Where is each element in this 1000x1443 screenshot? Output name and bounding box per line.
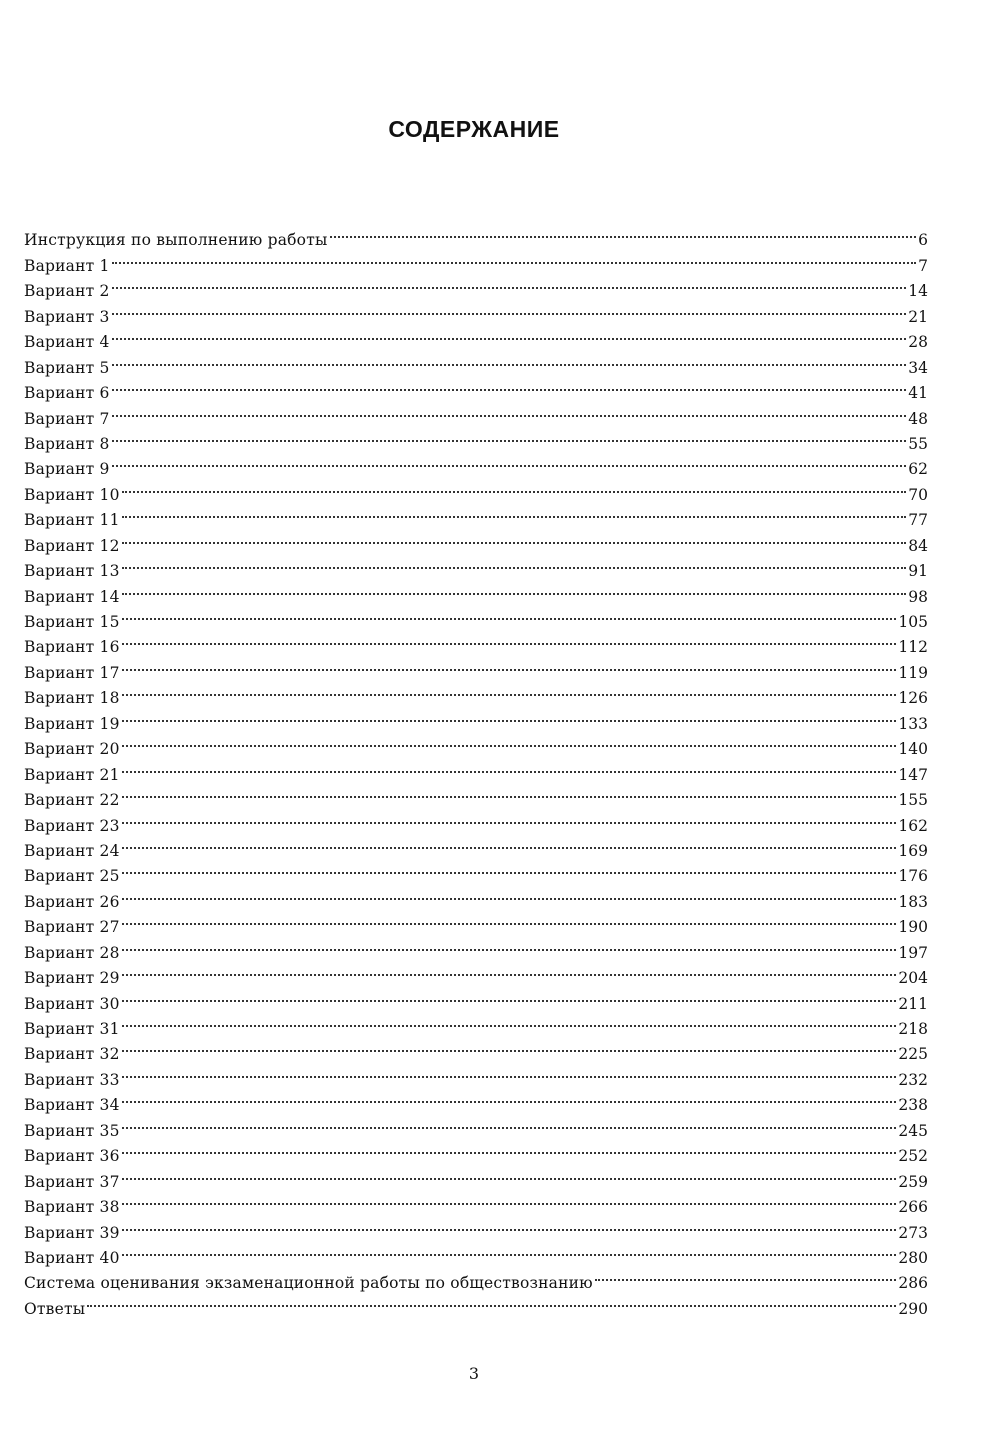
- toc-entry[interactable]: [24, 678, 928, 708]
- toc-dot-leader: [112, 271, 907, 296]
- toc-entry-label: Вариант 38: [24, 1198, 120, 1217]
- toc-entry-label: Вариант 20: [24, 740, 120, 759]
- toc-entry-label: Вариант 39: [24, 1223, 120, 1242]
- toc-entry-page: 7: [918, 256, 928, 275]
- toc-dot-leader: [122, 805, 897, 830]
- toc-entry[interactable]: [24, 220, 928, 250]
- toc-entry-label: Вариант 21: [24, 765, 120, 784]
- toc-entry-label: Вариант 8: [24, 434, 110, 453]
- toc-dot-leader: [122, 932, 897, 957]
- toc-entry-page: 211: [898, 994, 928, 1013]
- toc-dot-leader: [330, 220, 917, 245]
- toc-entry-page: 6: [918, 231, 928, 250]
- toc-entry[interactable]: [24, 932, 928, 962]
- toc-dot-leader: [122, 831, 897, 856]
- toc-entry-page: 126: [898, 689, 928, 708]
- toc-entry-page: 28: [908, 333, 928, 352]
- toc-entry-label: Вариант 28: [24, 943, 120, 962]
- toc-entry-label: Вариант 34: [24, 1096, 120, 1115]
- toc-dot-leader: [122, 1059, 897, 1084]
- toc-entry-label: Вариант 32: [24, 1045, 120, 1064]
- toc-entry-page: 197: [898, 943, 928, 962]
- toc-entry[interactable]: [24, 907, 928, 937]
- toc-entry-label: Вариант 15: [24, 613, 120, 631]
- toc-dot-leader: [122, 1212, 897, 1237]
- toc-entry[interactable]: [24, 245, 928, 275]
- toc-entry[interactable]: [24, 1034, 928, 1064]
- toc-dot-leader: [122, 1009, 897, 1034]
- toc-entry-page: 14: [908, 282, 928, 301]
- toc-entry-page: 140: [898, 740, 928, 759]
- toc-entry[interactable]: [24, 1187, 928, 1217]
- toc-entry-label: Ответы: [24, 1299, 86, 1318]
- toc-entry-label: Вариант 5: [24, 358, 110, 377]
- toc-entry[interactable]: [24, 881, 928, 911]
- toc-entry-label: Инструкция по выполнению работы: [24, 231, 328, 250]
- toc-entry[interactable]: [24, 1110, 928, 1140]
- toc-entry-page: 41: [908, 384, 928, 403]
- toc-entry-page: 169: [898, 841, 928, 860]
- toc-entry[interactable]: [24, 576, 928, 606]
- toc-entry-page: 266: [898, 1198, 928, 1217]
- toc-entry-page: 280: [898, 1248, 928, 1267]
- toc-entry-page: 119: [898, 663, 928, 682]
- toc-entry[interactable]: [24, 780, 928, 810]
- toc-entry-label: Вариант 36: [24, 1147, 120, 1166]
- toc-entry-label: Вариант 17: [24, 663, 120, 682]
- toc-entry-label: Вариант 22: [24, 791, 120, 810]
- toc-entry-page: 162: [898, 816, 928, 835]
- toc-entry[interactable]: [24, 398, 928, 428]
- toc-entry-page: 183: [898, 892, 928, 911]
- toc-entry-label: Вариант 9: [24, 460, 110, 479]
- toc-entry[interactable]: [24, 373, 928, 403]
- table-of-contents: [24, 220, 928, 1318]
- toc-entry-label: Вариант 30: [24, 994, 120, 1013]
- toc-entry-label: Вариант 37: [24, 1172, 120, 1191]
- toc-dot-leader: [122, 983, 897, 1008]
- toc-entry[interactable]: [24, 525, 928, 555]
- toc-entry-label: Вариант 40: [24, 1248, 120, 1267]
- toc-dot-leader: [122, 1161, 897, 1186]
- toc-entry[interactable]: [24, 322, 928, 352]
- toc-dot-leader: [112, 449, 907, 474]
- toc-entry-page: 34: [908, 358, 928, 377]
- toc-entry-page: 84: [908, 536, 928, 555]
- toc-entry-label: Вариант 3: [24, 307, 110, 326]
- toc-entry[interactable]: [24, 1238, 928, 1267]
- toc-dot-leader: [122, 856, 897, 881]
- page-title: СОДЕРЖАНИЕ: [388, 116, 560, 142]
- toc-entry[interactable]: [24, 958, 928, 988]
- toc-dot-leader: [122, 780, 897, 805]
- toc-dot-leader: [122, 474, 907, 499]
- toc-dot-leader: [122, 1187, 897, 1212]
- toc-entry-page: 21: [908, 307, 928, 326]
- toc-entry[interactable]: [24, 754, 928, 784]
- toc-entry[interactable]: [24, 1009, 928, 1038]
- toc-entry[interactable]: [24, 831, 928, 860]
- toc-dot-leader: [122, 678, 897, 703]
- toc-entry[interactable]: [24, 856, 928, 886]
- toc-dot-leader: [122, 703, 897, 728]
- toc-dot-leader: [112, 322, 907, 347]
- toc-entry-page: 112: [898, 638, 928, 657]
- toc-dot-leader: [112, 398, 907, 423]
- toc-entry[interactable]: [24, 805, 928, 835]
- toc-dot-leader: [122, 754, 897, 779]
- toc-dot-leader: [122, 576, 907, 601]
- toc-entry-label: Система оценивания экзаменационной работы по обществознанию: [24, 1274, 593, 1293]
- toc-entry[interactable]: [24, 500, 928, 530]
- toc-entry[interactable]: [24, 1136, 928, 1166]
- toc-entry-label: Вариант 19: [24, 714, 120, 733]
- toc-dot-leader: [122, 881, 897, 906]
- toc-entry-page: 218: [898, 1020, 928, 1038]
- toc-entry[interactable]: [24, 602, 928, 631]
- toc-entry-page: 133: [898, 714, 928, 733]
- toc-entry-page: 232: [898, 1070, 928, 1089]
- toc-entry-label: Вариант 2: [24, 282, 110, 301]
- toc-dot-leader: [122, 551, 907, 576]
- toc-entry-label: Вариант 33: [24, 1070, 120, 1089]
- toc-entry-label: Вариант 29: [24, 969, 120, 988]
- toc-dot-leader: [122, 627, 897, 652]
- toc-entry-label: Вариант 4: [24, 333, 110, 352]
- toc-dot-leader: [122, 958, 897, 983]
- toc-entry-page: 252: [898, 1147, 928, 1166]
- toc-entry[interactable]: [24, 296, 928, 326]
- toc-dot-leader: [122, 500, 907, 525]
- toc-entry-label: Вариант 27: [24, 918, 120, 937]
- toc-dot-leader: [595, 1263, 897, 1288]
- toc-entry[interactable]: [24, 1288, 928, 1318]
- toc-dot-leader: [112, 245, 917, 270]
- toc-dot-leader: [112, 347, 907, 372]
- toc-entry-page: 176: [898, 867, 928, 886]
- toc-dot-leader: [122, 1136, 897, 1161]
- toc-entry[interactable]: [24, 1161, 928, 1191]
- toc-entry-label: Вариант 16: [24, 638, 120, 657]
- toc-entry-page: 98: [908, 587, 928, 606]
- toc-entry[interactable]: [24, 424, 928, 453]
- toc-dot-leader: [87, 1288, 896, 1313]
- toc-entry-page: 147: [898, 765, 928, 784]
- toc-entry[interactable]: [24, 1263, 928, 1293]
- toc-entry[interactable]: [24, 1212, 928, 1242]
- toc-dot-leader: [122, 652, 897, 677]
- toc-entry[interactable]: [24, 551, 928, 581]
- toc-entry-label: Вариант 23: [24, 816, 120, 835]
- toc-entry-page: 105: [898, 613, 928, 631]
- toc-entry-page: 225: [898, 1045, 928, 1064]
- toc-entry[interactable]: [24, 1059, 928, 1089]
- toc-dot-leader: [122, 907, 897, 932]
- toc-entry-label: Вариант 35: [24, 1121, 120, 1140]
- toc-entry-label: Вариант 11: [24, 511, 120, 530]
- toc-entry-label: Вариант 1: [24, 256, 110, 275]
- toc-entry-page: 190: [898, 918, 928, 937]
- toc-entry-label: Вариант 6: [24, 384, 110, 403]
- toc-entry-page: 70: [908, 485, 928, 504]
- toc-entry-page: 62: [908, 460, 928, 479]
- toc-entry[interactable]: [24, 271, 928, 301]
- toc-dot-leader: [112, 424, 907, 449]
- toc-entry-page: 48: [908, 409, 928, 428]
- toc-entry-label: Вариант 7: [24, 409, 110, 428]
- toc-dot-leader: [112, 296, 907, 321]
- toc-dot-leader: [122, 1238, 897, 1263]
- toc-entry[interactable]: [24, 449, 928, 479]
- toc-entry[interactable]: [24, 474, 928, 504]
- toc-entry[interactable]: [24, 652, 928, 682]
- toc-entry-label: Вариант 26: [24, 892, 120, 911]
- toc-dot-leader: [112, 373, 907, 398]
- toc-entry-label: Вариант 31: [24, 1020, 120, 1038]
- toc-entry[interactable]: [24, 703, 928, 733]
- page-number: 3: [468, 1364, 480, 1383]
- toc-dot-leader: [122, 525, 907, 550]
- toc-dot-leader: [122, 729, 897, 754]
- toc-entry-page: 259: [898, 1172, 928, 1191]
- toc-entry-page: 155: [898, 791, 928, 810]
- toc-dot-leader: [122, 1034, 897, 1059]
- toc-entry-label: Вариант 25: [24, 867, 120, 886]
- toc-entry-page: 77: [908, 511, 928, 530]
- toc-entry-page: 204: [898, 969, 928, 988]
- toc-entry-page: 286: [898, 1274, 928, 1293]
- toc-dot-leader: [122, 602, 897, 627]
- toc-entry-page: 273: [898, 1223, 928, 1242]
- toc-entry[interactable]: [24, 1085, 928, 1115]
- toc-entry-page: 238: [898, 1096, 928, 1115]
- toc-entry[interactable]: [24, 627, 928, 657]
- toc-entry-label: Вариант 12: [24, 536, 120, 555]
- toc-entry-label: Вариант 13: [24, 562, 120, 581]
- toc-entry-label: Вариант 18: [24, 689, 120, 708]
- toc-entry[interactable]: [24, 347, 928, 377]
- toc-entry[interactable]: [24, 983, 928, 1013]
- toc-dot-leader: [122, 1110, 897, 1135]
- toc-entry[interactable]: [24, 729, 928, 759]
- toc-entry-label: Вариант 10: [24, 485, 120, 504]
- toc-entry-page: 290: [898, 1299, 928, 1318]
- toc-entry-label: Вариант 24: [24, 841, 120, 860]
- toc-entry-page: 55: [908, 434, 928, 453]
- toc-entry-page: 245: [898, 1121, 928, 1140]
- toc-entry-page: 91: [908, 562, 928, 581]
- toc-dot-leader: [122, 1085, 897, 1110]
- toc-entry-label: Вариант 14: [24, 587, 120, 606]
